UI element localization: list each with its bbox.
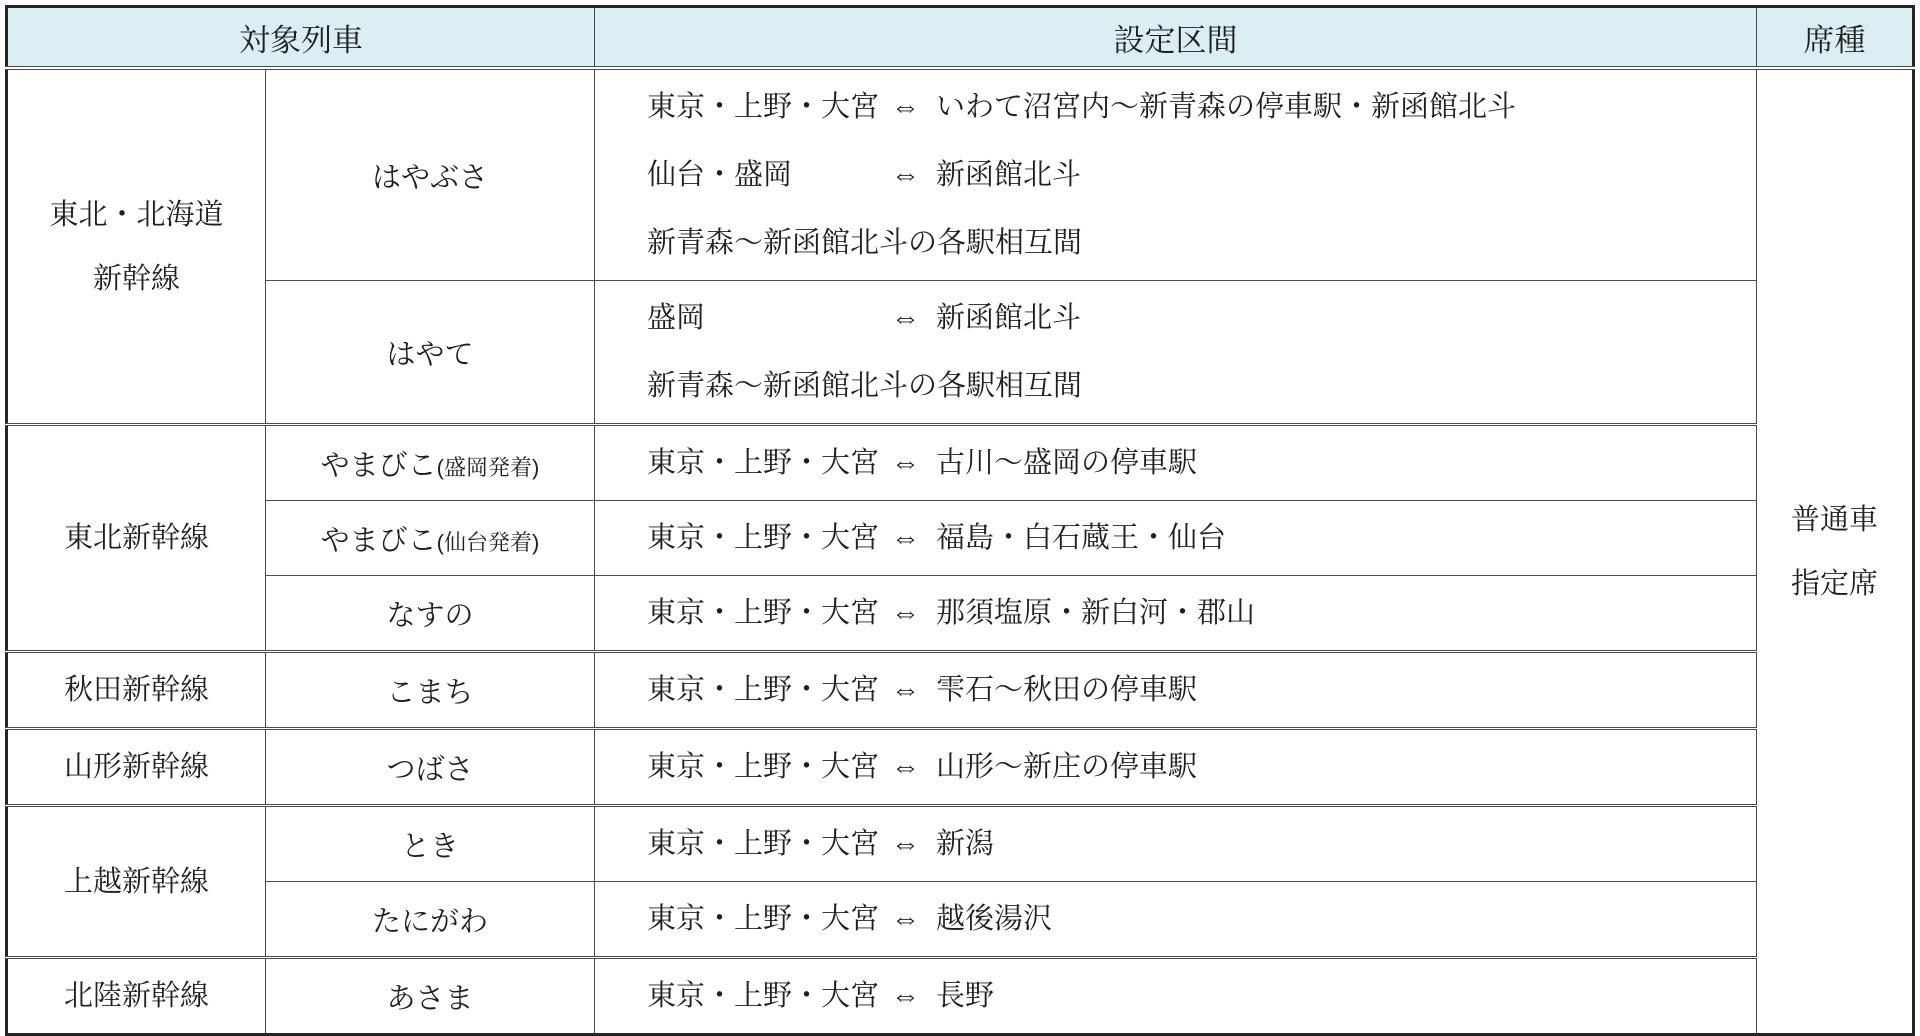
route-cell — [595, 425, 1757, 501]
train-name-text: あさま — [386, 982, 474, 1015]
route-to: 長野 — [936, 980, 995, 1012]
train-row — [7, 501, 1914, 576]
route-to: 新函館北斗 — [936, 302, 1082, 334]
route-cell — [595, 729, 1757, 806]
double-arrow: ⇔ — [891, 91, 920, 123]
route-from: 東京・上野・大宮 — [647, 447, 880, 479]
table-header — [7, 7, 1914, 69]
train-name-text: つばさ — [386, 753, 474, 786]
route-from: 東京・上野・大宮 — [647, 522, 880, 554]
route-to: いわて沼宮内～新青森の停車駅・新函館北斗 — [936, 91, 1517, 123]
seat-type-cell — [1757, 68, 1914, 1035]
route-to: 新函館北斗 — [936, 159, 1082, 191]
route-cell — [595, 958, 1757, 1035]
double-arrow: ⇔ — [891, 828, 920, 860]
train-row — [7, 68, 1914, 281]
train-row — [7, 652, 1914, 729]
train-name-text: こまち — [386, 676, 474, 709]
double-arrow: ⇔ — [891, 302, 920, 334]
train-name-text: やまびこ — [320, 449, 437, 482]
route-to: 古川～盛岡の停車駅 — [936, 447, 1198, 479]
line-name-text: 上越新幹線 — [63, 865, 209, 898]
line-name-text: 新幹線 — [92, 262, 180, 295]
header-row — [7, 7, 1914, 69]
line-name-text: 東北新幹線 — [63, 522, 209, 554]
line-name-cell — [7, 425, 266, 652]
route-from: 東京・上野・大宮 — [647, 91, 880, 123]
train-name-cell — [266, 501, 595, 576]
double-arrow: ⇔ — [891, 751, 920, 783]
train-name-note: (盛岡発着) — [436, 454, 540, 480]
route-to: 山形～新庄の停車駅 — [936, 751, 1198, 783]
route-to: 那須塩原・新白河・郡山 — [936, 597, 1256, 629]
route-text: 新青森～新函館北斗の各駅相互間 — [647, 227, 1083, 259]
line-name-cell — [7, 652, 266, 729]
line-name-text: 東北・北海道 — [49, 198, 224, 231]
route-from: 盛岡 — [647, 302, 706, 334]
route-line — [647, 429, 1756, 497]
train-name-cell — [266, 68, 595, 281]
train-row — [7, 729, 1914, 806]
route-line — [647, 284, 1756, 352]
train-row — [7, 281, 1914, 425]
line-name-text: 山形新幹線 — [63, 751, 209, 783]
double-arrow: ⇔ — [891, 159, 920, 191]
train-name-text: やまびこ — [320, 524, 437, 557]
line-name-text: 北陸新幹線 — [63, 980, 209, 1012]
route-from: 東京・上野・大宮 — [647, 674, 880, 706]
line-name-cell — [7, 958, 266, 1035]
seat-type-text: 指定席 — [1790, 567, 1878, 600]
train-name-text: はやて — [386, 338, 474, 371]
route-from: 東京・上野・大宮 — [647, 903, 880, 935]
route-text: 新青森～新函館北斗の各駅相互間 — [647, 370, 1083, 402]
double-arrow: ⇔ — [891, 903, 920, 935]
route-line — [647, 504, 1756, 572]
route-cell — [595, 806, 1757, 882]
train-name-cell — [266, 576, 595, 652]
route-line — [647, 656, 1756, 724]
route-cell — [595, 882, 1757, 958]
header-section: 設定区間 — [595, 7, 1757, 69]
header-target-train: 対象列車 — [7, 7, 595, 69]
double-arrow: ⇔ — [891, 674, 920, 706]
route-from: 東京・上野・大宮 — [647, 751, 880, 783]
route-to: 越後湯沢 — [936, 903, 1053, 935]
train-name-text: なすの — [386, 599, 474, 632]
train-row — [7, 958, 1914, 1035]
route-to: 雫石～秋田の停車駅 — [936, 674, 1198, 706]
route-line — [647, 810, 1756, 878]
route-line — [647, 962, 1756, 1030]
shinkansen-reserved-seat-table — [5, 5, 1915, 1036]
train-row — [7, 576, 1914, 652]
route-from: 東京・上野・大宮 — [647, 980, 880, 1012]
route-line — [647, 733, 1756, 801]
train-name-text: たにがわ — [371, 905, 488, 938]
train-row — [7, 425, 1914, 501]
route-line — [647, 209, 1756, 277]
double-arrow: ⇔ — [891, 597, 920, 629]
route-from: 東京・上野・大宮 — [647, 597, 880, 629]
line-name-text: 秋田新幹線 — [63, 674, 209, 706]
route-line — [647, 352, 1756, 420]
train-name-text: とき — [400, 830, 459, 863]
header-seat-type: 席種 — [1757, 7, 1914, 69]
double-arrow: ⇔ — [891, 522, 920, 554]
line-name-cell — [7, 806, 266, 958]
line-name-cell — [7, 68, 266, 425]
train-name-cell — [266, 652, 595, 729]
train-row — [7, 806, 1914, 882]
train-name-cell — [266, 729, 595, 806]
route-to: 福島・白石蔵王・仙台 — [936, 522, 1227, 554]
route-cell — [595, 652, 1757, 729]
train-name-cell — [266, 281, 595, 425]
double-arrow: ⇔ — [891, 447, 920, 479]
table-body — [7, 68, 1914, 1035]
train-name-cell — [266, 958, 595, 1035]
train-name-text: はやぶさ — [371, 161, 488, 194]
train-name-cell — [266, 806, 595, 882]
train-name-cell — [266, 425, 595, 501]
route-from: 仙台・盛岡 — [647, 159, 793, 191]
route-line — [647, 885, 1756, 953]
line-name-cell — [7, 729, 266, 806]
route-from: 東京・上野・大宮 — [647, 828, 880, 860]
train-name-note: (仙台発着) — [436, 529, 540, 555]
route-cell — [595, 281, 1757, 425]
train-name-cell — [266, 882, 595, 958]
route-line — [647, 141, 1756, 209]
route-line — [647, 579, 1756, 647]
train-row — [7, 882, 1914, 958]
route-cell — [595, 501, 1757, 576]
route-cell — [595, 576, 1757, 652]
route-line — [647, 73, 1756, 141]
double-arrow: ⇔ — [891, 980, 920, 1012]
route-cell — [595, 68, 1757, 281]
seat-type-text: 普通車 — [1790, 503, 1878, 536]
route-to: 新潟 — [936, 828, 995, 860]
